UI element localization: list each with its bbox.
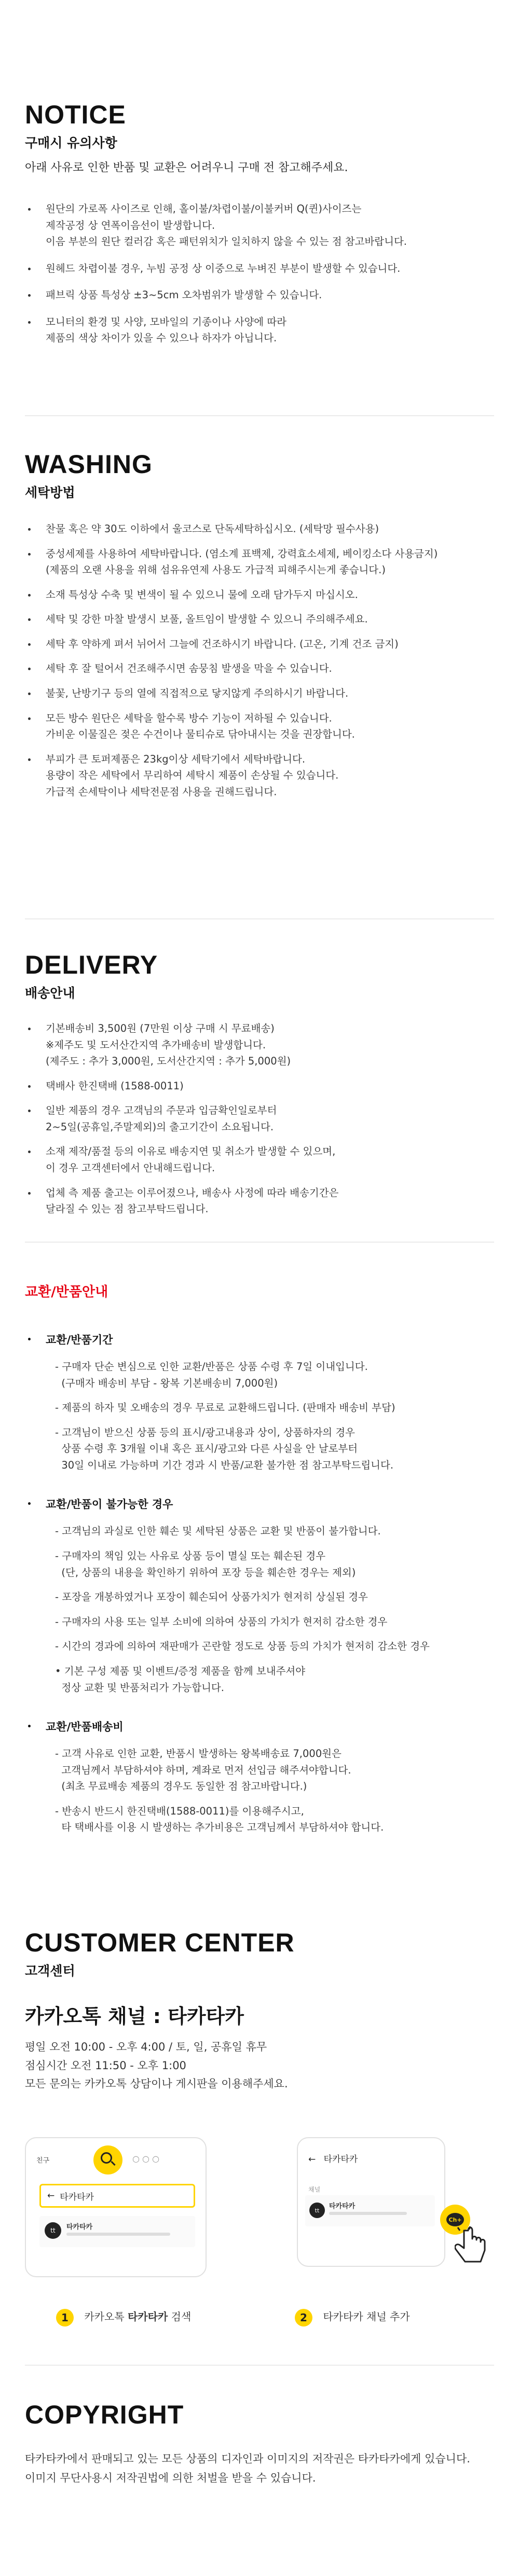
exchange-item-line: - 구매자의 책임 있는 사유로 상품 등이 멸실 또는 훼손된 경우 (55, 1550, 326, 1562)
list-item-line: 이 경우 고객센터에서 안내해드립니다. (46, 1162, 215, 1174)
phone1-search-text: 타카타카 (60, 2192, 94, 2203)
list-item (25, 710, 494, 743)
list-item-line: 모든 방수 원단은 세탁을 할수록 방수 기능이 저하될 수 있습니다. (46, 712, 332, 724)
notice-intro: 아래 사유로 인한 반품 및 교환은 어려우니 구매 전 참고해주세요. (25, 161, 348, 174)
list-item (25, 1078, 494, 1095)
exchange-item (25, 1400, 494, 1416)
exchange-item-line: 타 택배사를 이용 시 발생하는 추가비용은 고객님께서 부담하셔야 합니다. (55, 1821, 384, 1834)
exchange-item-line: - 포장을 개봉하였거나 포장이 훼손되어 상품가치가 현저히 상실된 경우 (55, 1591, 368, 1603)
exchange-item (25, 1548, 494, 1581)
phone2-result-row (305, 2195, 435, 2226)
exchange-item-line: - 고객님의 과실로 인한 훼손 및 세탁된 상품은 교환 및 반품이 불가합니다. (55, 1525, 381, 1538)
notice-section (25, 102, 494, 416)
phone1-tab-friends: 친구 (36, 2157, 50, 2165)
exchange-title: 교환/반품안내 (25, 1284, 108, 1300)
list-item-line: 원단의 가로폭 사이즈로 인해, 홀이불/차렵이불/이불커버 Q(퀸)사이즈는 (46, 203, 362, 215)
exchange-item-line: - 제품의 하자 및 오배송의 경우 무료로 교환해드립니다. (판매자 배송비 부담) (55, 1402, 395, 1414)
copyright-section (25, 2402, 494, 2505)
exchange-group (25, 1496, 494, 1696)
exchange-item-line: (구매자 배송비 부담 - 왕복 기본배송비 7,000원) (55, 1377, 278, 1389)
exchange-item-line: - 고객님이 받으신 상품 등의 표시/광고내용과 상이, 상품하자의 경우 (55, 1426, 355, 1438)
phone2-header (308, 2152, 358, 2165)
exchange-item-line: • 기본 구성 제품 및 이벤트/증정 제품을 함께 보내주셔야 (55, 1665, 306, 1677)
list-item (25, 1143, 494, 1176)
list-item-line: 일반 제품의 경우 고객님의 주문과 입금확인일로부터 (46, 1104, 277, 1117)
step-1-suffix: 검색 (168, 2310, 192, 2323)
list-item-line: 제작공정 상 연폭이음선이 발생합니다. (46, 219, 215, 231)
phone1-search-bar[interactable] (39, 2184, 195, 2208)
cc-hours-line: 모든 문의는 카카오톡 상담이나 게시판을 이용해주세요. (25, 2078, 288, 2090)
cc-hours-line: 평일 오전 10:00 - 오후 4:00 / 토, 일, 공휴일 휴무 (25, 2041, 267, 2053)
exchange-groups (25, 1332, 494, 1836)
list-item (25, 1185, 494, 1217)
list-item-line: 원헤드 차렵이불 경우, 누빔 공정 상 이중으로 누벼진 부분이 발생할 수 있습니다. (46, 262, 401, 274)
list-item-line: 가비운 이물질은 젖은 수건이나 물티슈로 닦아내시는 것을 권장합니다. (46, 728, 355, 741)
notice-subtitle: 구매시 유의사항 (25, 135, 117, 150)
exchange-group (25, 1332, 494, 1473)
phone1-result-name: 타카타카 (66, 2223, 93, 2231)
list-item-line: 용량이 작은 세탁에서 무리하여 세탁시 제품이 손상될 수 있습니다. (46, 769, 339, 782)
kakao-channel-title: 카카오톡 채널 : 타카타카 (25, 2005, 244, 2028)
list-item-line: 세탁 및 강한 마찰 발생시 보풀, 올트임이 발생할 수 있으니 주의해주세요. (46, 613, 368, 626)
step-2 (295, 2308, 410, 2326)
delivery-title: DELIVERY (25, 950, 158, 979)
list-item-line: 업체 측 제품 출고는 이루어졌으나, 배송사 사정에 따라 배송기간은 (46, 1186, 339, 1199)
list-item-line: 불꽃, 난방기구 등의 열에 직접적으로 닿지않게 주의하시기 바랍니다. (46, 687, 349, 700)
tap-hand-icon (455, 2225, 491, 2267)
exchange-item-line: - 반송시 반드시 한진택배(1588-0011)를 이용해주시고, (55, 1805, 304, 1817)
list-item-line: 세탁 후 약하게 펴서 뉘어서 그늘에 건조하시기 바랍니다. (고온, 기계 건조 금지) (46, 638, 399, 650)
kakao-guide-illustration (25, 2132, 494, 2339)
list-item (25, 660, 494, 677)
list-item (25, 636, 494, 653)
phone2-result-name: 타카타카 (329, 2203, 356, 2210)
exchange-item (25, 1424, 494, 1474)
exchange-section (25, 1281, 494, 1919)
list-item-line: 패브릭 상품 특성상 ±3~5cm 오차범위가 발생할 수 있습니다. (46, 289, 322, 301)
list-item (25, 546, 494, 578)
list-item-line: 찬물 혹은 약 30도 이하에서 울코스로 단독세탁하십시오. (세탁망 필수사용) (46, 523, 379, 535)
list-item (25, 201, 494, 250)
list-item-line: 소재 특성상 수축 및 변색이 될 수 있으니 물에 오래 담가두지 마십시오. (46, 588, 358, 601)
exchange-item (25, 1663, 494, 1696)
copyright-title: COPYRIGHT (25, 2400, 184, 2429)
list-item (25, 751, 494, 800)
list-item-line: 부피가 큰 토퍼제품은 23kg이상 세탁기에서 세탁바랍니다. (46, 753, 306, 765)
step-1-bold: 타카타카 (128, 2310, 168, 2323)
notice-list (25, 201, 494, 347)
cc-title: CUSTOMER CENTER (25, 1928, 295, 1957)
list-item (25, 1020, 494, 1070)
list-item-line: 모니터의 환경 및 사양, 모바일의 기종이나 사양에 따라 (46, 315, 287, 328)
list-item (25, 287, 494, 303)
list-item-line: 제품의 색상 차이가 있을 수 있으나 하자가 아닙니다. (46, 332, 277, 344)
exchange-item (25, 1746, 494, 1795)
exchange-item (25, 1638, 494, 1655)
list-item (25, 260, 494, 277)
list-item (25, 611, 494, 628)
back-arrow-icon: ← (308, 2154, 316, 2165)
list-item-line: 세탁 후 잘 털어서 건조해주시면 솜뭉침 발생을 막을 수 있습니다. (46, 662, 332, 675)
copyright-text (25, 2449, 494, 2488)
list-item-line: 중성세제를 사용하여 세탁바랍니다. (염소계 표백제, 강력효소세제, 베이킹소다 사용금지) (46, 547, 438, 560)
exchange-group (25, 1719, 494, 1836)
phone2-result-desc (329, 2212, 407, 2215)
ch-plus-icon: Ch+ (446, 2213, 464, 2226)
cc-subtitle: 고객센터 (25, 1963, 75, 1978)
step-1-badge: 1 (56, 2309, 74, 2326)
exchange-group-heading: 교환/반품배송비 (25, 1719, 494, 1734)
copyright-line: 타카타카에서 판매되고 있는 모든 상품의 디자인과 이미지의 저작권은 타카타카에게 있습니다. (25, 2453, 470, 2465)
list-item (25, 587, 494, 603)
list-item-line: (제주도 : 추가 3,000원, 도서산간지역 : 추가 5,000원) (46, 1055, 291, 1068)
list-item-line: 달라질 수 있는 점 참고부탁드립니다. (46, 1203, 209, 1215)
list-item-line: 이음 부분의 원단 컬러감 혹은 패턴위치가 일치하지 않을 수 있는 점 참고바랍니다. (46, 236, 407, 248)
phone1-result-desc (66, 2233, 170, 2236)
list-item (25, 314, 494, 347)
list-item (25, 521, 494, 537)
list-item-line: (제품의 오랜 사용을 위해 섬유유연제 사용도 가급적 피해주시는게 좋습니다.) (46, 564, 386, 576)
exchange-item (25, 1523, 494, 1540)
list-item-line: 2~5일(공휴일,주말제외)의 출고기간이 소요됩니다. (46, 1120, 274, 1133)
cc-hours (25, 2038, 494, 2094)
phone1-dots-icon: ○ ○ ○ (132, 2154, 160, 2164)
exchange-group-heading: 교환/반품이 불가능한 경우 (25, 1496, 494, 1512)
list-item-line: 기본배송비 3,500원 (7만원 이상 구매 시 무료배송) (46, 1022, 275, 1034)
cc-hours-line: 점심시간 오전 11:50 - 오후 1:00 (25, 2059, 186, 2072)
exchange-item (25, 1589, 494, 1605)
washing-subtitle: 세탁방법 (25, 485, 75, 500)
delivery-list (25, 1020, 494, 1217)
exchange-item-line: 정상 교환 및 반품처리가 가능합니다. (55, 1681, 224, 1694)
phone2-title: 타카타카 (323, 2154, 358, 2165)
step-1-prefix: 카카오톡 (84, 2310, 128, 2323)
exchange-item (25, 1803, 494, 1836)
exchange-item-line: 고객님께서 부담하셔야 하며, 계좌로 먼저 선입금 해주셔야합니다. (55, 1764, 351, 1776)
list-item (25, 685, 494, 702)
exchange-item-line: - 구매자의 사용 또는 일부 소비에 의하여 상품의 가치가 현저히 감소한 경우 (55, 1615, 388, 1628)
avatar: tt (309, 2203, 325, 2218)
exchange-item-line: - 고객 사유로 인한 교환, 반품시 발생하는 왕복배송료 7,000원은 (55, 1748, 342, 1760)
copyright-line: 이미지 무단사용시 저작권법에 의한 처벌을 받을 수 있습니다. (25, 2471, 316, 2484)
list-item-line: 가급적 손세탁이나 세탁전문점 사용을 권해드립니다. (46, 785, 277, 798)
phone1-result-row (39, 2216, 195, 2247)
phone-mock-channel (297, 2137, 445, 2267)
avatar: tt (45, 2222, 61, 2239)
exchange-item (25, 1614, 494, 1630)
list-item-line: 택배사 한진택배 (1588-0011) (46, 1079, 184, 1092)
customer-center-section (25, 1930, 494, 2365)
list-item-line: 소재 제작/품절 등의 이유로 배송지연 및 취소가 발생할 수 있으며, (46, 1145, 336, 1158)
step-2-badge: 2 (295, 2309, 312, 2326)
exchange-item-line: 30일 이내로 가능하며 기간 경과 시 반품/교환 불가한 점 참고부탁드립니다. (55, 1459, 394, 1471)
exchange-item-line: (단, 상품의 내용을 확인하기 위하여 포장 등을 훼손한 경우는 제외) (55, 1566, 356, 1578)
washing-section (25, 451, 494, 919)
back-arrow-icon: ← (47, 2191, 55, 2201)
exchange-item-line: 상품 수령 후 3개월 이내 혹은 표시/광고와 다른 사실을 안 날로부터 (55, 1443, 358, 1455)
notice-title: NOTICE (25, 100, 126, 129)
exchange-item-line: (최초 무료배송 제품의 경우도 동일한 점 참고바랍니다.) (55, 1780, 307, 1793)
step-2-text: 타카타카 채널 추가 (323, 2310, 410, 2323)
list-item (25, 1102, 494, 1135)
step-1 (56, 2308, 191, 2326)
exchange-item-line: - 시간의 경과에 의하여 재판매가 곤란할 정도로 상품 등의 가치가 현저히 감소한 경우 (55, 1640, 430, 1653)
exchange-group-heading: 교환/반품기간 (25, 1332, 494, 1347)
exchange-item-line: - 구매자 단순 변심으로 인한 교환/반품은 상품 수령 후 7일 이내입니다. (55, 1361, 368, 1373)
phone2-channel-label: 채널 (308, 2186, 321, 2193)
exchange-item (25, 1359, 494, 1391)
phone-mock-search (25, 2137, 207, 2277)
list-item-line: ※제주도 및 도서산간지역 추가배송비 발생합니다. (46, 1038, 266, 1051)
washing-list (25, 521, 494, 800)
washing-title: WASHING (25, 450, 153, 479)
delivery-section (25, 952, 494, 1242)
delivery-subtitle: 배송안내 (25, 986, 75, 1001)
